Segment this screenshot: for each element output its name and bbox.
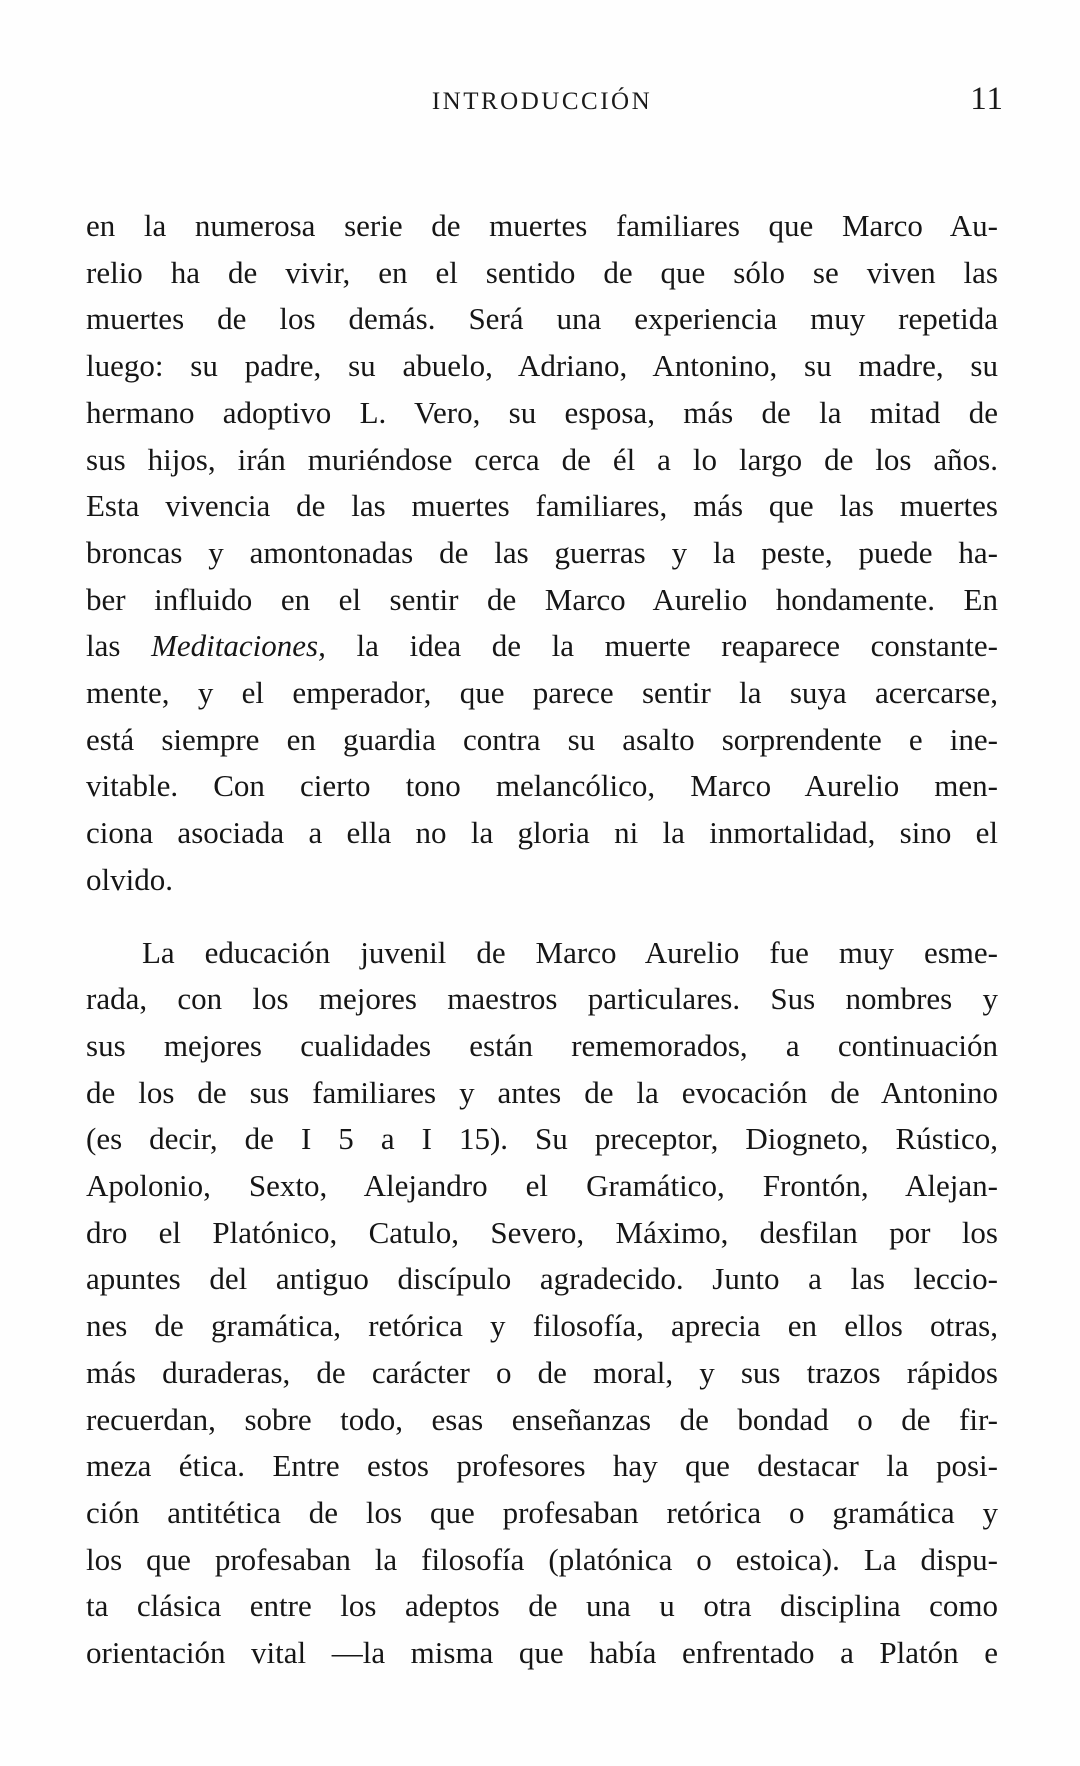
text-segment: meza ética. Entre estos profesores hay que destacar la posi-	[86, 1448, 998, 1484]
text-line	[86, 670, 998, 717]
text-line	[86, 623, 998, 670]
page-number: 11	[970, 81, 1004, 117]
text-line	[86, 1490, 998, 1537]
text-line	[86, 296, 998, 343]
text-segment: broncas y amontonadas de las guerras y la peste, puede ha-	[86, 534, 998, 570]
text-line	[86, 1397, 998, 1444]
text-line	[86, 1537, 998, 1584]
text-segment: más duraderas, de carácter o de moral, y sus trazos rápidos	[86, 1354, 998, 1390]
text-line	[86, 1116, 998, 1163]
text-segment: sus hijos, irán muriéndose cerca de él a lo largo de los años.	[86, 441, 998, 477]
text-segment: hermano adoptivo L. Vero, su esposa, más de la mitad de	[86, 394, 998, 430]
text-segment: ción antitética de los que profesaban retórica o gramática y	[86, 1494, 998, 1530]
text-line	[86, 343, 998, 390]
text-line	[86, 390, 998, 437]
text-line	[86, 203, 998, 250]
text-line	[86, 1070, 998, 1117]
text-line	[86, 1023, 998, 1070]
text-segment: ciona asociada a ella no la gloria ni la inmortalidad, sino el	[86, 815, 998, 851]
text-line	[86, 1210, 998, 1257]
text-line	[86, 857, 998, 904]
text-segment: muertes de los demás. Será una experiencia muy repetida	[86, 301, 998, 337]
paragraph-2	[86, 930, 998, 1677]
text-line	[86, 810, 998, 857]
text-segment: apuntes del antiguo discípulo agradecido. Junto a las leccio-	[86, 1261, 998, 1297]
text-segment: vitable. Con cierto tono melancólico, Marco Aurelio men-	[86, 768, 998, 804]
text-segment: la idea de la muerte reaparece constante-	[325, 628, 998, 664]
text-segment: relio ha de vivir, en el sentido de que sólo se viven las	[86, 254, 998, 290]
text-segment: dro el Platónico, Catulo, Severo, Máximo, desfilan por los	[86, 1214, 998, 1250]
text-block	[86, 203, 998, 1677]
running-title: INTRODUCCIÓN	[431, 88, 653, 115]
text-segment: orientación vital —la misma que había enfrentado a Platón e	[86, 1635, 998, 1671]
text-segment: luego: su padre, su abuelo, Adriano, Antonino, su madre, su	[86, 348, 998, 384]
text-line	[86, 763, 998, 810]
text-segment: ta clásica entre los adeptos de una u otra disciplina como	[86, 1588, 998, 1624]
italic-text: Meditaciones,	[151, 628, 326, 664]
text-line	[86, 1256, 998, 1303]
text-segment: olvido.	[86, 861, 173, 897]
text-line	[86, 976, 998, 1023]
text-line	[86, 577, 998, 624]
text-line	[86, 437, 998, 484]
text-segment: las	[86, 628, 152, 664]
text-segment: los que profesaban la filosofía (platónica o estoica). La dispu-	[86, 1541, 998, 1577]
page-header	[86, 81, 1004, 118]
text-line	[86, 1630, 998, 1677]
text-segment: de los de sus familiares y antes de la evocación de Antonino	[86, 1074, 998, 1110]
text-segment: ber influido en el sentir de Marco Aurelio hondamente. En	[86, 581, 998, 617]
text-segment: La educación juvenil de Marco Aurelio fue muy esme-	[142, 934, 998, 970]
text-line	[86, 530, 998, 577]
text-segment: en la numerosa serie de muertes familiares que Marco Au-	[86, 208, 998, 243]
text-segment: nes de gramática, retórica y filosofía, aprecia en ellos otras,	[86, 1308, 998, 1344]
text-line	[86, 1350, 998, 1397]
text-line	[86, 483, 998, 530]
text-segment: Apolonio, Sexto, Alejandro el Gramático, Frontón, Alejan-	[86, 1168, 998, 1204]
text-segment: recuerdan, sobre todo, esas enseñanzas de bondad o de fir-	[86, 1401, 998, 1437]
text-segment: mente, y el emperador, que parece sentir la suya acercarse,	[86, 675, 998, 711]
text-segment: Esta vivencia de las muertes familiares, más que las muertes	[86, 488, 998, 524]
text-segment: está siempre en guardia contra su asalto sorprendente e ine-	[86, 721, 998, 757]
text-segment: (es decir, de I 5 a I 15). Su preceptor, Diogneto, Rústico,	[86, 1121, 998, 1157]
text-line	[86, 1443, 998, 1490]
text-line	[86, 1163, 998, 1210]
text-segment: rada, con los mejores maestros particulares. Sus nombres y	[86, 981, 998, 1017]
text-line	[86, 717, 998, 764]
text-line	[86, 930, 998, 977]
text-line	[86, 1303, 998, 1350]
text-line	[86, 1583, 998, 1630]
text-line	[86, 250, 998, 297]
paragraph-1	[86, 203, 998, 904]
text-segment: sus mejores cualidades están rememorados, a continuación	[86, 1027, 998, 1063]
